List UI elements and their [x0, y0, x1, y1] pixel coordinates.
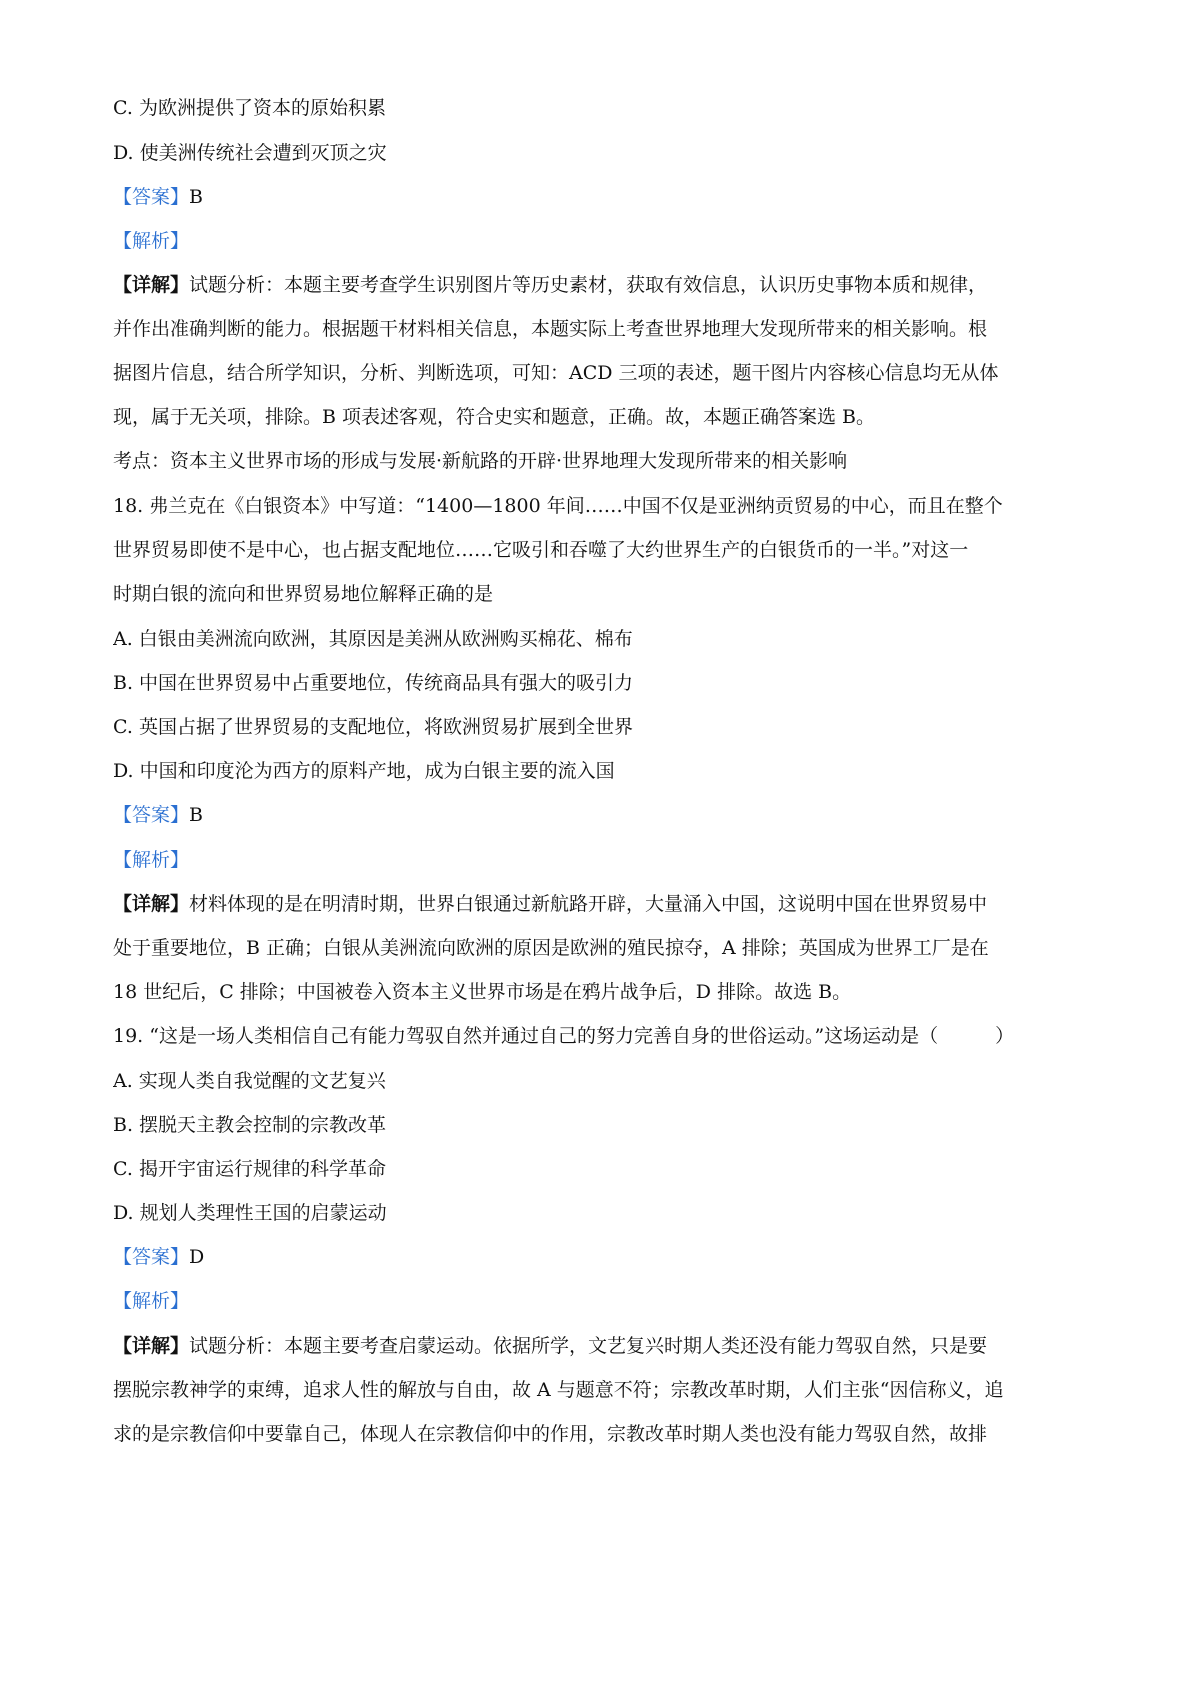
answer-value: B — [189, 804, 203, 826]
answer-value: D — [189, 1246, 205, 1268]
q19-option-d: D. 规划人类理性王国的启蒙运动 — [113, 1202, 387, 1224]
detail-tag: 【详解】 — [113, 274, 190, 296]
q18-stem-line-2: 世界贸易即使不是中心，也占据支配地位……它吸引和吞噬了大约世界生产的白银货币的一半。”对这一 — [113, 539, 969, 561]
analysis-tag: 【解析】 — [113, 230, 190, 252]
q18-detail-line-3: 18 世纪后，C 排除；中国被卷入资本主义世界市场是在鸦片战争后，D 排除。故选 B。 — [113, 981, 852, 1003]
q18-detail-line-2: 处于重要地位，B 正确；白银从美洲流向欧洲的原因是欧洲的殖民掠夺，A 排除；英国成为世界工厂是在 — [113, 937, 989, 959]
detail-tag: 【详解】 — [113, 893, 190, 915]
analysis-tag: 【解析】 — [113, 1290, 190, 1312]
q19-stem: 19. “这是一场人类相信自己有能力驾驭自然并通过自己的努力完善自身的世俗运动。”这场运动是（ ） — [113, 1025, 1015, 1047]
analysis-tag: 【解析】 — [113, 849, 190, 871]
q19-option-a: A. 实现人类自我觉醒的文艺复兴 — [113, 1070, 386, 1092]
q19-detail-line-2: 摆脱宗教神学的束缚，追求人性的解放与自由，故 A 与题意不符；宗教改革时期，人们主张“因信称义，追 — [113, 1379, 1004, 1401]
q18-stem-line-3: 时期白银的流向和世界贸易地位解释正确的是 — [113, 583, 494, 605]
q18-option-c: C. 英国占据了世界贸易的支配地位，将欧洲贸易扩展到全世界 — [113, 716, 633, 738]
q19-detail-line-1 — [113, 1333, 1103, 1359]
q18-option-b: B. 中国在世界贸易中占重要地位，传统商品具有强大的吸引力 — [113, 672, 634, 694]
q17-option-d: D. 使美洲传统社会遭到灭顶之灾 — [113, 142, 387, 164]
q18-detail-line-1 — [113, 891, 1103, 917]
q17-detail-line-2: 并作出准确判断的能力。根据题干材料相关信息，本题实际上考查世界地理大发现所带来的相关影响。根 — [113, 318, 988, 340]
detail-tag: 【详解】 — [113, 1335, 190, 1357]
detail-text: 材料体现的是在明清时期，世界白银通过新航路开辟，大量涌入中国，这说明中国在世界贸易中 — [189, 893, 988, 915]
q18-stem-line-1: 18. 弗兰克在《白银资本》中写道：“1400—1800 年间……中国不仅是亚洲纳贡贸易的中心，而且在整个 — [113, 495, 1003, 517]
detail-text: 试题分析：本题主要考查学生识别图片等历史素材，获取有效信息，认识历史事物本质和规律， — [189, 274, 988, 296]
answer-tag: 【答案】 — [113, 1246, 190, 1268]
q18-analysis-heading — [113, 847, 1103, 873]
q18-answer — [113, 802, 1103, 828]
q19-analysis-heading — [113, 1288, 1103, 1314]
answer-tag: 【答案】 — [113, 186, 190, 208]
q19-detail-line-3: 求的是宗教信仰中要靠自己，体现人在宗教信仰中的作用，宗教改革时期人类也没有能力驾驭自然，故排 — [113, 1423, 988, 1445]
q19-answer — [113, 1244, 1103, 1270]
q19-option-b: B. 摆脱天主教会控制的宗教改革 — [113, 1114, 387, 1136]
q17-option-c: C. 为欧洲提供了资本的原始积累 — [113, 97, 386, 119]
q17-detail-line-4: 现，属于无关项，排除。B 项表述客观，符合史实和题意，正确。故，本题正确答案选 B。 — [113, 406, 876, 428]
q18-option-d: D. 中国和印度沦为西方的原料产地，成为白银主要的流入国 — [113, 760, 615, 782]
q17-detail-line-1 — [113, 272, 1103, 298]
q19-option-c: C. 揭开宇宙运行规律的科学革命 — [113, 1158, 386, 1180]
q17-analysis-heading — [113, 228, 1103, 254]
q17-detail-line-3: 据图片信息，结合所学知识，分析、判断选项，可知：ACD 三项的表述，题干图片内容核心信息均无从体 — [113, 362, 999, 384]
answer-tag: 【答案】 — [113, 804, 190, 826]
q17-kaodian: 考点：资本主义世界市场的形成与发展·新航路的开辟·世界地理大发现所带来的相关影响 — [113, 450, 848, 472]
detail-text: 试题分析：本题主要考查启蒙运动。依据所学，文艺复兴时期人类还没有能力驾驭自然，只是要 — [189, 1335, 988, 1357]
answer-value: B — [189, 186, 203, 208]
q18-option-a: A. 白银由美洲流向欧洲，其原因是美洲从欧洲购买棉花、棉布 — [113, 628, 633, 650]
q17-answer — [113, 184, 1103, 210]
